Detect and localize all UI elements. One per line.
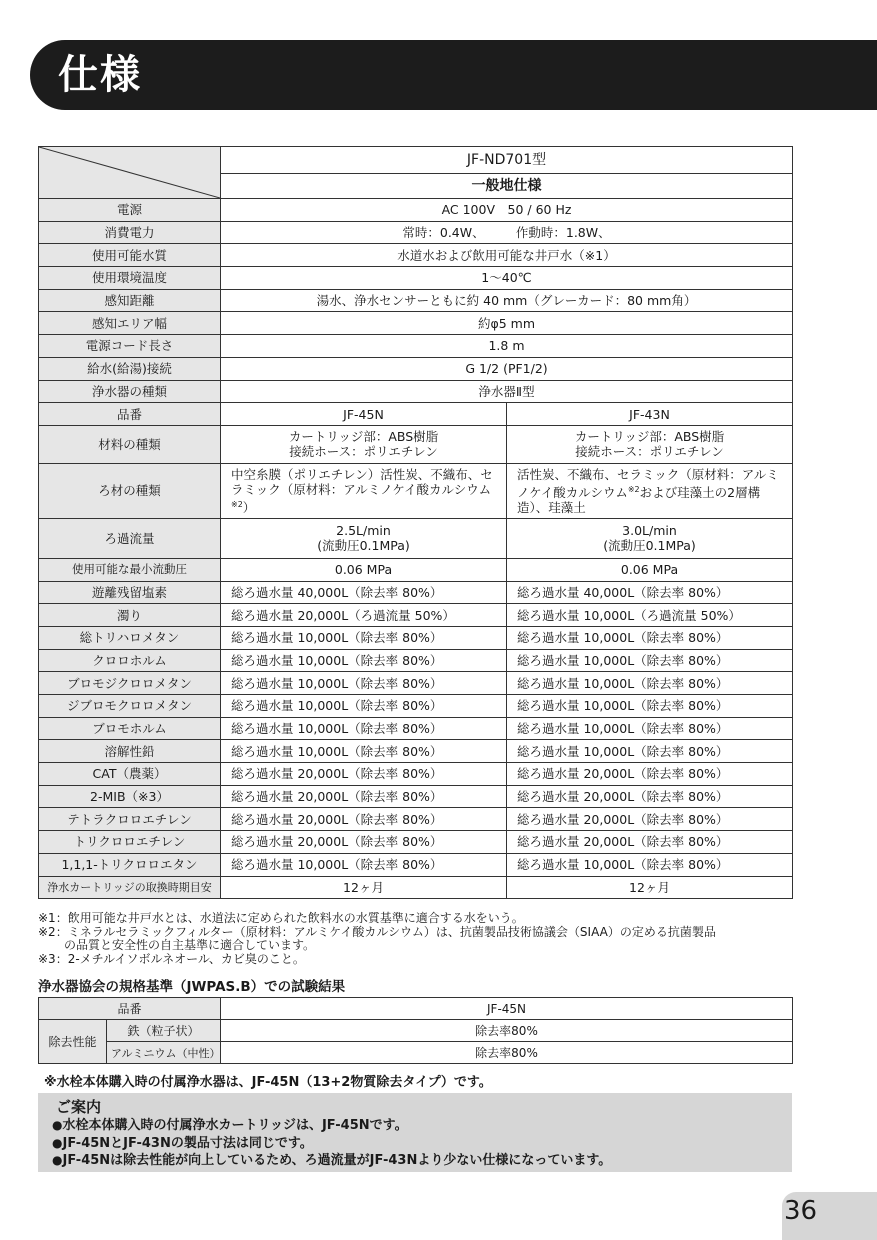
removal-a: 総ろ過水量 40,000L（除去率 80%）	[221, 581, 507, 604]
removal-a: 総ろ過水量 20,000L（除去率 80%）	[221, 808, 507, 831]
page-title: 仕様	[58, 52, 142, 98]
removal-b: 総ろ過水量 10,000L（ろ過流量 50%）	[507, 604, 793, 627]
jwpas-group-label: 除去性能	[39, 1020, 107, 1064]
spec-table	[38, 146, 793, 899]
bullet-icon: ●	[52, 1153, 63, 1167]
spec-label: 感知距離	[39, 289, 221, 312]
removal-a: 総ろ過水量 20,000L（除去率 80%）	[221, 763, 507, 786]
guide-list	[52, 1117, 611, 1170]
footnote-2: ※2：ミネラルセラミックフィルター（原材料：アルミケイ酸カルシウム）は、抗菌製品技術協議会（SIAA）の定める抗菌製品	[38, 924, 716, 939]
removal-a: 総ろ過水量 10,000L（除去率 80%）	[221, 853, 507, 876]
spec-label: 給水(給湯)接続	[39, 357, 221, 380]
guide-item-text: 水栓本体購入時の付属浄水カートリッジは、JF-45Nです。	[62, 1118, 408, 1133]
removal-row	[39, 785, 793, 808]
corner-cell	[39, 147, 221, 199]
removal-b: 総ろ過水量 20,000L（除去率 80%）	[507, 831, 793, 854]
jwpas-row	[39, 1020, 793, 1042]
removal-b: 総ろ過水量 10,000L（除去率 80%）	[507, 853, 793, 876]
jwpas-table	[38, 997, 793, 1064]
material-a-line1: カートリッジ部：ABS樹脂	[288, 429, 439, 445]
flow-a	[221, 518, 507, 558]
header-bar	[30, 40, 877, 110]
footnote-1: ※1：飲用可能な井戸水とは、水道法に定められた飲料水の水質基準に適合する水をいう。	[38, 911, 524, 925]
removal-row	[39, 695, 793, 718]
removal-b: 総ろ過水量 20,000L（除去率 80%）	[507, 763, 793, 786]
filter-material-a	[221, 463, 507, 518]
replace-label: 浄水カートリッジの取換時期目安	[39, 876, 221, 899]
spec-row	[39, 312, 793, 335]
removal-row	[39, 672, 793, 695]
removal-b: 総ろ過水量 40,000L（除去率 80%）	[507, 581, 793, 604]
filter-material-b-end: および珪藻土の2層構造）、珪藻土	[517, 484, 761, 515]
jwpas-row-value: 除去率80%	[221, 1020, 793, 1042]
removal-a: 総ろ過水量 20,000L（除去率 80%）	[221, 785, 507, 808]
spec-row	[39, 199, 793, 222]
flow-row	[39, 518, 793, 558]
min-pressure-label: 使用可能な最小流動圧	[39, 558, 221, 581]
spec-value: 1～40℃	[221, 267, 793, 290]
flow-b-line2: (流動圧0.1MPa)	[603, 538, 696, 554]
removal-label: 遊離残留塩素	[39, 581, 221, 604]
hinban-a: JF-45N	[221, 403, 507, 426]
material-row	[39, 425, 793, 463]
filter-material-label: ろ材の種類	[39, 463, 221, 518]
guide-box	[38, 1093, 792, 1172]
spec-row	[39, 335, 793, 358]
removal-b: 総ろ過水量 10,000L（除去率 80%）	[507, 649, 793, 672]
spec-label: 消費電力	[39, 221, 221, 244]
spec-value: 水道水および飲用可能な井戸水（※1）	[221, 244, 793, 267]
spec-row	[39, 380, 793, 403]
removal-label: CAT（農薬）	[39, 763, 221, 786]
filter-material-b	[507, 463, 793, 518]
material-label: 材料の種類	[39, 425, 221, 463]
removal-label: トリクロロエチレン	[39, 831, 221, 854]
spec-value: 1.8 m	[221, 335, 793, 358]
guide-item	[52, 1117, 611, 1135]
spec-label: 感知エリア幅	[39, 312, 221, 335]
spec-row	[39, 267, 793, 290]
removal-label: 濁り	[39, 604, 221, 627]
material-b	[507, 425, 793, 463]
flow-b-line1: 3.0L/min	[622, 523, 677, 539]
jwpas-row-label: 鉄（粒子状）	[107, 1020, 221, 1042]
jwpas-title: 浄水器協会の規格基準（JWPAS.B）での試験結果	[38, 979, 346, 995]
filter-material-b-sup: ※2	[627, 484, 640, 494]
removal-label: 2-MIB（※3）	[39, 785, 221, 808]
spec-value: 浄水器Ⅱ型	[221, 380, 793, 403]
spec-label: 電源コード長さ	[39, 335, 221, 358]
jwpas-hinban-row	[39, 998, 793, 1020]
min-pressure-b: 0.06 MPa	[507, 558, 793, 581]
filter-material-a-text: 中空糸膜（ポリエチレン）活性炭、不織布、セラミック（原材料：アルミノケイ酸カルシウム	[231, 466, 493, 497]
jwpas-row-label: アルミニウム（中性）	[107, 1042, 221, 1064]
footnote-2-continued: の品質と安全性の自主基準に適合しています。	[64, 938, 316, 952]
removal-a: 総ろ過水量 10,000L（除去率 80%）	[221, 740, 507, 763]
bullet-icon: ●	[52, 1135, 63, 1150]
spec-row	[39, 244, 793, 267]
guide-item	[52, 1152, 611, 1170]
spec-row	[39, 221, 793, 244]
removal-b: 総ろ過水量 10,000L（除去率 80%）	[507, 672, 793, 695]
spec-row	[39, 357, 793, 380]
removal-b: 総ろ過水量 20,000L（除去率 80%）	[507, 808, 793, 831]
material-a-line2: 接続ホース：ポリエチレン	[289, 444, 438, 460]
removal-label: ブロモジクロロメタン	[39, 672, 221, 695]
removal-label: テトラクロロエチレン	[39, 808, 221, 831]
footnote-3: ※3：2-メチルイソボルネオール、カビ臭のこと。	[38, 951, 305, 966]
removal-label: クロロホルム	[39, 649, 221, 672]
bullet-icon: ●	[52, 1118, 63, 1132]
removal-row	[39, 831, 793, 854]
spec-label: 電源	[39, 199, 221, 222]
filter-material-a-sup: ※2	[231, 499, 243, 509]
spec-value: G 1/2 (PF1/2)	[221, 357, 793, 380]
flow-label: ろ過流量	[39, 518, 221, 558]
spec-value: 湯水、浄水センサーともに約 40 mm（グレーカード：80 mm角）	[221, 289, 793, 312]
footnotes	[38, 912, 798, 966]
removal-a: 総ろ過水量 10,000L（除去率 80%）	[221, 695, 507, 718]
attached-filter-note: ※水栓本体購入時の付属浄水器は、JF-45N（13+2物質除去タイプ）です。	[44, 1075, 492, 1090]
removal-b: 総ろ過水量 20,000L（除去率 80%）	[507, 785, 793, 808]
hinban-label: 品番	[39, 403, 221, 426]
model-name: JF-ND701型	[221, 147, 793, 174]
model-row	[39, 147, 793, 174]
removal-a: 総ろ過水量 20,000L（ろ過流量 50%）	[221, 604, 507, 627]
replace-b: 12ヶ月	[507, 876, 793, 899]
removal-b: 総ろ過水量 10,000L（除去率 80%）	[507, 695, 793, 718]
guide-item-text: JF-45NとJF-43Nの製品寸法は同じです。	[62, 1135, 313, 1151]
jwpas-hinban-label: 品番	[39, 998, 221, 1020]
spec-row	[39, 289, 793, 312]
removal-a: 総ろ過水量 20,000L（除去率 80%）	[221, 831, 507, 854]
removal-label: ジブロモクロロメタン	[39, 695, 221, 718]
spec-value: 常時：0.4W、 作動時：1.8W、	[221, 221, 793, 244]
guide-title: ご案内	[56, 1098, 102, 1116]
min-pressure-a: 0.06 MPa	[221, 558, 507, 581]
hinban-row	[39, 403, 793, 426]
removal-b: 総ろ過水量 10,000L（除去率 80%）	[507, 740, 793, 763]
removal-row	[39, 604, 793, 627]
removal-row	[39, 763, 793, 786]
removal-a: 総ろ過水量 10,000L（除去率 80%）	[221, 672, 507, 695]
filter-material-a-end: ）	[242, 499, 256, 515]
filter-material-b-text: 活性炭、不織布、セラミック（原材料：アルミノケイ酸カルシウム	[517, 466, 779, 500]
guide-item-text: JF-45Nは除去性能が向上しているため、ろ過流量がJF-43Nより少ない仕様になっています。	[62, 1153, 612, 1168]
page-number: 36	[784, 1196, 818, 1226]
spec-type: 一般地仕様	[221, 174, 793, 199]
flow-b	[507, 518, 793, 558]
spec-label: 使用環境温度	[39, 267, 221, 290]
removal-label: 溶解性鉛	[39, 740, 221, 763]
removal-b: 総ろ過水量 10,000L（除去率 80%）	[507, 717, 793, 740]
spec-label: 浄水器の種類	[39, 380, 221, 403]
jwpas-hinban-value: JF-45N	[221, 998, 793, 1020]
removal-row	[39, 853, 793, 876]
removal-row	[39, 808, 793, 831]
removal-a: 総ろ過水量 10,000L（除去率 80%）	[221, 717, 507, 740]
replace-row	[39, 876, 793, 899]
removal-row	[39, 581, 793, 604]
removal-b: 総ろ過水量 10,000L（除去率 80%）	[507, 626, 793, 649]
removal-label: 1,1,1-トリクロロエタン	[39, 853, 221, 876]
material-a	[221, 425, 507, 463]
material-b-line2: 接続ホース：ポリエチレン	[575, 444, 724, 460]
jwpas-row-value: 除去率80%	[221, 1042, 793, 1064]
jwpas-row	[39, 1042, 793, 1064]
removal-label: 総トリハロメタン	[39, 626, 221, 649]
removal-label: ブロモホルム	[39, 717, 221, 740]
flow-a-line1: 2.5L/min	[336, 523, 391, 539]
removal-a: 総ろ過水量 10,000L（除去率 80%）	[221, 626, 507, 649]
removal-row	[39, 740, 793, 763]
guide-item	[52, 1135, 611, 1153]
diagonal-line	[39, 147, 220, 198]
removal-row	[39, 649, 793, 672]
replace-a: 12ヶ月	[221, 876, 507, 899]
spec-value: 約φ5 mm	[221, 312, 793, 335]
min-pressure-row	[39, 558, 793, 581]
spec-value: AC 100V 50 / 60 Hz	[221, 199, 793, 222]
spec-label: 使用可能水質	[39, 244, 221, 267]
filter-material-row	[39, 463, 793, 518]
hinban-b: JF-43N	[507, 403, 793, 426]
material-b-line1: カートリッジ部：ABS樹脂	[574, 429, 725, 445]
removal-row	[39, 626, 793, 649]
removal-row	[39, 717, 793, 740]
flow-a-line2: (流動圧0.1MPa)	[317, 538, 410, 554]
removal-a: 総ろ過水量 10,000L（除去率 80%）	[221, 649, 507, 672]
